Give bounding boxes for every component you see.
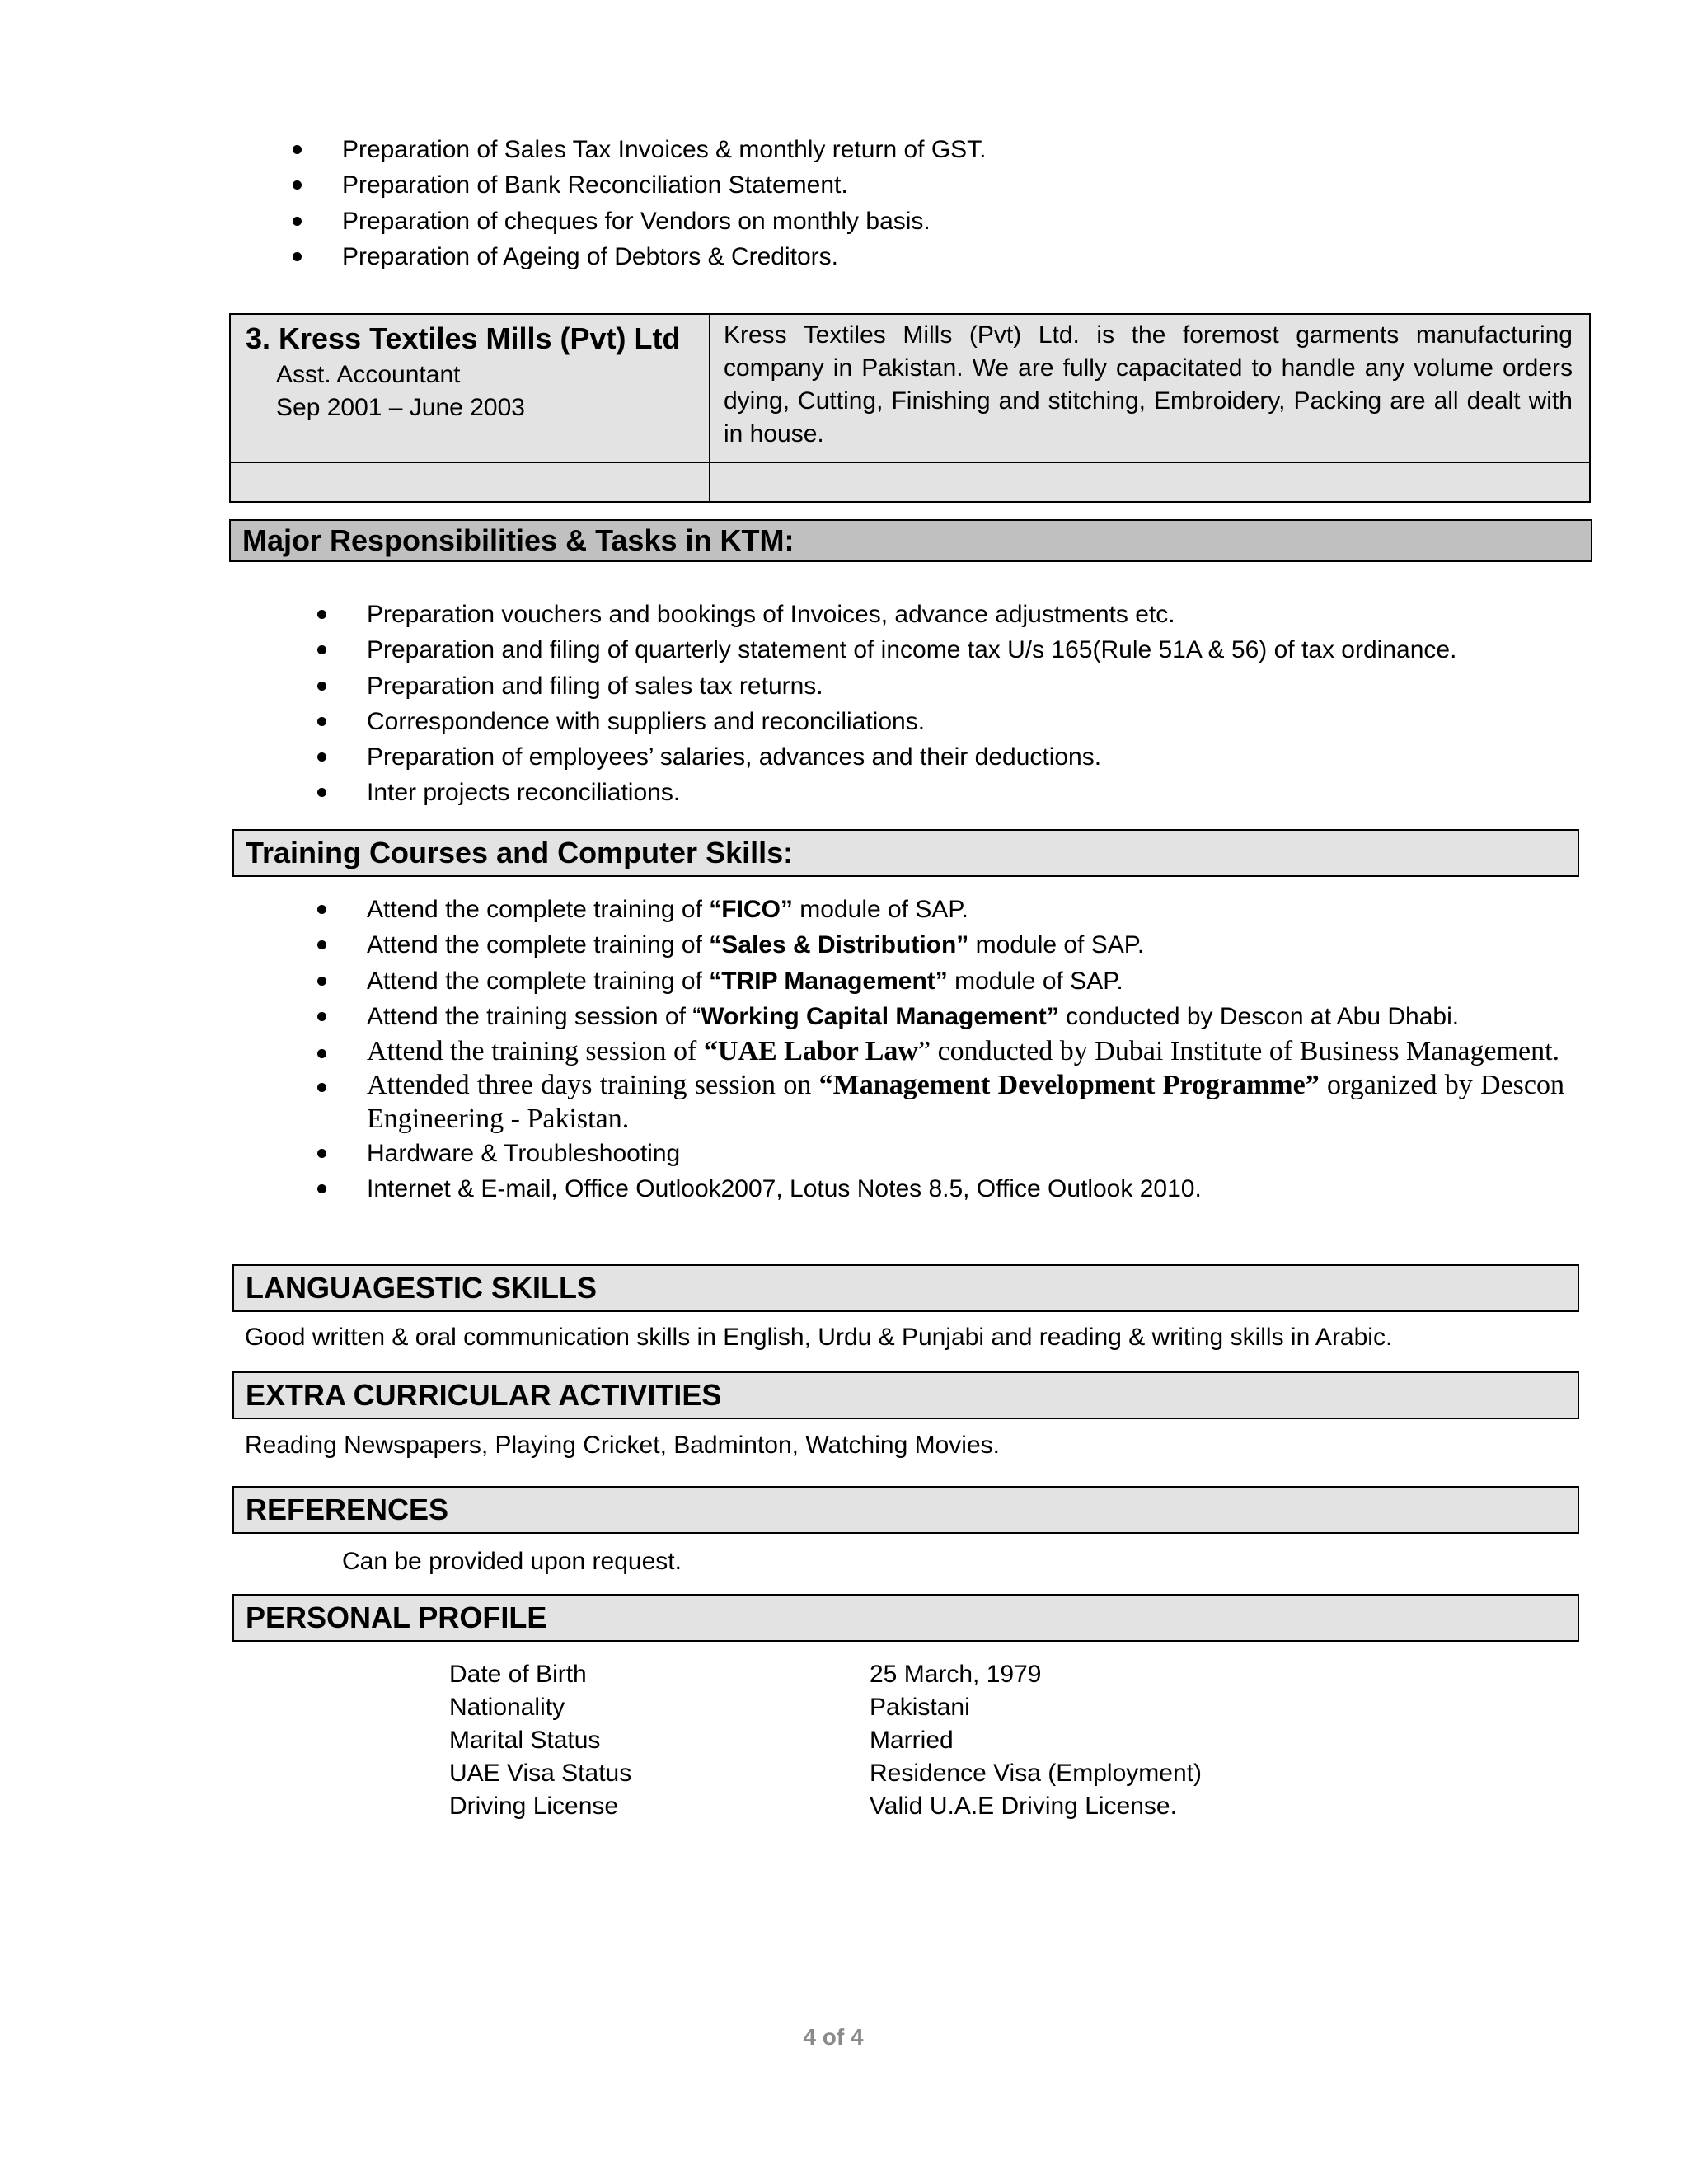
section-heading-training: Training Courses and Computer Skills: [232,829,1579,877]
list-item [293,132,1529,167]
bullet-icon [293,252,302,261]
list-item-text: Attend the complete training of [367,896,710,923]
list-item [317,999,1564,1034]
profile-value: Married [870,1727,954,1754]
list-item-text: module of SAP. [792,896,968,923]
section-heading-languages: LANGUAGESTIC SKILLS [232,1264,1579,1312]
profile-value: 25 March, 1979 [870,1661,1042,1688]
company-dates: Sep 2001 – June 2003 [276,394,525,421]
company-table [229,313,1591,503]
profile-label: Date of Birth [449,1661,587,1688]
list-item [317,775,1554,810]
profile-label: Marital Status [449,1727,601,1754]
list-item-bold: “UAE Labor Law [703,1036,918,1067]
table-column-divider [709,315,710,501]
company-name: 3. Kress Textiles Mills (Pvt) Ltd [246,321,681,355]
list-item-text: Attend the complete training of [367,931,710,959]
list-item [293,239,1529,274]
list-item-text: organized by Descon Engineering - Pakistan. [367,1070,1564,1135]
references-text: Can be provided upon request. [342,1548,682,1575]
bullet-icon [317,977,326,986]
list-item-text: Preparation of Ageing of Debtors & Creditors. [342,242,838,270]
list-item [317,704,1554,739]
list-item [317,927,1564,963]
bullet-icon [317,752,326,762]
list-item-text: conducted by Descon at Abu Dhabi. [1058,1002,1460,1030]
bullet-icon [317,940,326,949]
list-item-text: Hardware & Troubleshooting [367,1140,681,1168]
bullet-icon [317,1012,326,1021]
list-item [293,167,1529,203]
company-description: Kress Textiles Mills (Pvt) Ltd. is the foremost garments manufacturing company in Pakistan. We are fully capacitated to handle any volume orders dying, Cutting, Finishing and stitching, Embroidery, Packing are all dealt with in house. [724,321,1573,448]
list-item-text: Attend the training session of [367,1036,704,1067]
list-item-text: Preparation and filing of sales tax returns. [367,672,823,700]
list-item [317,892,1564,927]
list-item [317,1034,1564,1068]
training-list [317,892,1564,1207]
bullet-icon [317,682,326,691]
list-item-text: Preparation of Sales Tax Invoices & monthly return of GST. [342,136,987,163]
list-item [317,1171,1564,1207]
section-heading-references: REFERENCES [232,1486,1579,1534]
list-item [317,739,1554,775]
bullet-icon [293,180,302,190]
bullet-icon [293,145,302,154]
bullet-icon [317,905,326,914]
list-item-text: Attended three days training session on [367,1070,819,1101]
list-item-text: Correspondence with suppliers and reconciliations. [367,707,926,735]
ktm-responsibility-list [317,597,1554,811]
section-heading-extra-curricular: EXTRA CURRICULAR ACTIVITIES [232,1371,1579,1419]
list-item-text: Attend the complete training of [367,967,710,995]
list-item-text: Inter projects reconciliations. [367,779,681,807]
list-item [293,204,1529,239]
bullet-icon [317,717,326,726]
profile-label: Nationality [449,1694,565,1721]
section-heading-ktm: Major Responsibilities & Tasks in KTM: [229,519,1592,562]
list-item [317,963,1564,999]
profile-label: Driving License [449,1793,619,1820]
list-item-text: Preparation vouchers and bookings of Invoices, advance adjustments etc. [367,601,1175,628]
list-item-text: module of SAP. [947,967,1123,995]
list-item [317,1068,1564,1136]
table-row-divider [231,462,1589,463]
page-number: 4 of 4 [803,2024,864,2050]
bullet-icon [317,788,326,797]
languages-text: Good written & oral communication skills in English, Urdu & Punjabi and reading & writing skills in Arabic. [245,1324,1393,1351]
list-item-text: Preparation and filing of quarterly statement of income tax U/s 165(Rule 51A & 56) of tax ordinance. [367,636,1457,664]
list-item [317,1136,1564,1171]
list-item-bold: “FICO” [709,896,793,923]
bullet-icon [317,610,326,619]
list-item-text: Preparation of Bank Reconciliation Statement. [342,171,848,199]
list-item-text: Preparation of cheques for Vendors on monthly basis. [342,207,931,235]
list-item-bold: Working Capital Management” [701,1002,1059,1030]
list-item-text: ” conducted by Dubai Institute of Business Management. [917,1036,1560,1067]
bullet-icon [317,1184,326,1193]
list-item-text: module of SAP. [968,931,1145,959]
list-item-text: Attend the training session of “ [367,1002,701,1030]
list-item [317,668,1554,704]
profile-value: Residence Visa (Employment) [870,1760,1202,1787]
list-item-bold: “Sales & Distribution” [709,931,969,959]
list-item-bold: “TRIP Management” [709,967,948,995]
extra-curricular-text: Reading Newspapers, Playing Cricket, Badminton, Watching Movies. [245,1432,1000,1459]
list-item [317,632,1554,668]
bullet-icon [317,1149,326,1158]
company-role: Asst. Accountant [276,361,461,388]
top-bullet-list [293,132,1529,274]
list-item-bold: “Management Development Programme” [818,1070,1320,1101]
bullet-icon [317,645,326,654]
list-item [317,597,1554,632]
bullet-icon [317,1049,326,1058]
list-item-text: Internet & E-mail, Office Outlook2007, Lotus Notes 8.5, Office Outlook 2010. [367,1175,1202,1203]
profile-label: UAE Visa Status [449,1760,632,1787]
profile-value: Pakistani [870,1694,970,1721]
list-item-text: Preparation of employees’ salaries, advances and their deductions. [367,743,1102,771]
profile-value: Valid U.A.E Driving License. [870,1793,1177,1820]
section-heading-personal-profile: PERSONAL PROFILE [232,1594,1579,1642]
bullet-icon [317,1083,326,1092]
bullet-icon [293,217,302,226]
